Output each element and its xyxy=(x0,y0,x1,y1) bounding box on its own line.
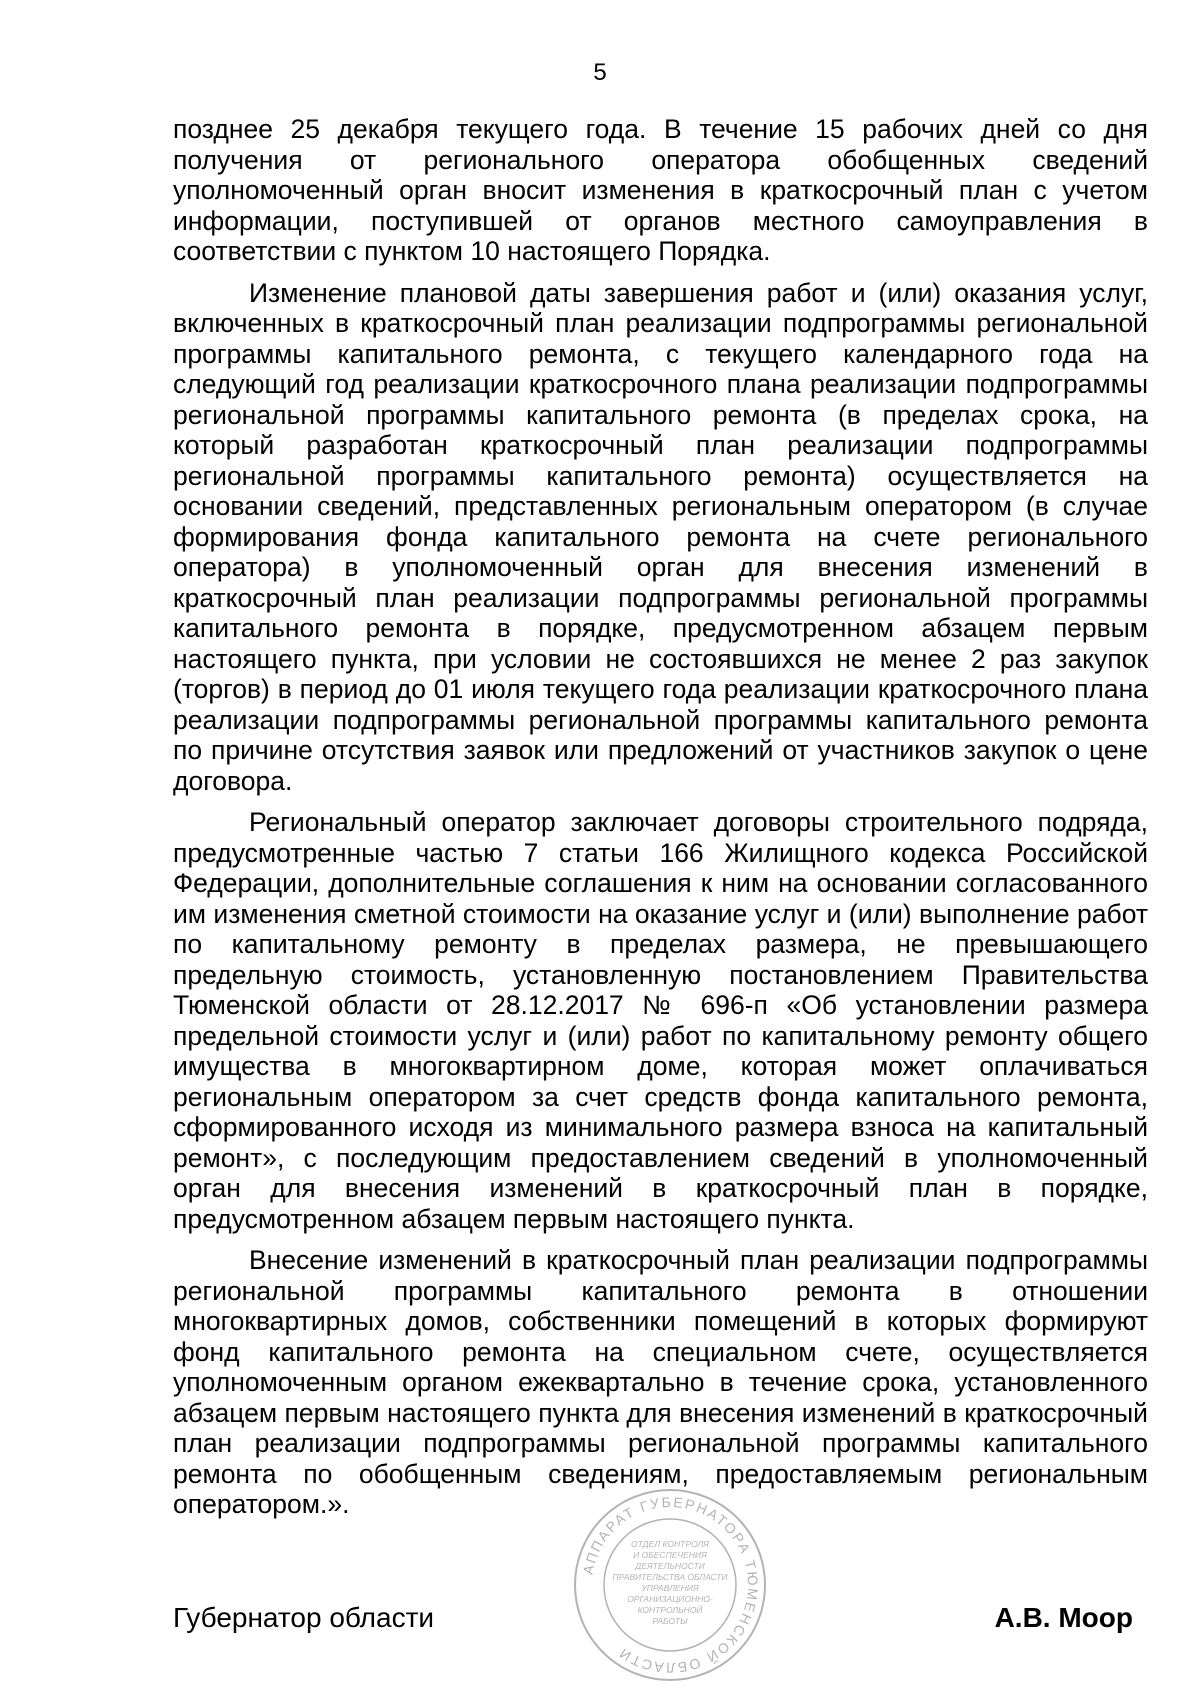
svg-text:АППАРАТ ГУБЕРНАТОРА ТЮМЕНСКОЙ: АППАРАТ ГУБЕРНАТОРА ТЮМЕНСКОЙ ОБЛАСТИ xyxy=(579,1493,762,1677)
paragraph-4: Внесение изменений в краткосрочный план реализации подпрограммы региональной программы капитального ремонта в отношении многоквартирных домов, собственники помещений в которых формируют фонд капитального ремонта на специальном счете, осуществляется уполномоченным органом ежеквартально в течение срока, установленного абзацем первым настоящего пункта для внесения изменений в краткосрочный план реализации подпрограммы региональной программы капитального ремонта по обобщенным сведениям, предоставляемым региональным оператором.». xyxy=(173,1245,1148,1519)
stamp-inner-line: И ОБЕСПЕЧЕНИЯ xyxy=(633,1550,707,1560)
official-seal-stamp xyxy=(570,1485,770,1685)
page-number: 5 xyxy=(593,59,607,86)
paragraph-3: Региональный оператор заключает договоры строительного подряда, предусмотренные частью 7 статьи 166 Жилищного кодекса Российской Федерации, дополнительные соглашения к ним на основании согласованного им изменения сметной стоимости на оказание услуг и (или) выполнение работ по капитальному ремонту в пределах размера, не превышающего предельную стоимость, установленную постановлением Правительства Тюменской области от 28.12.2017 № 696-п «Об установлении размера предельной стоимости услуг и (или) работ по капитальному ремонту общего имущества в многоквартирном доме, которая может оплачиваться региональным оператором за счет средств фонда капитального ремонта, сформированного исходя из минимального размера взноса на капитальный ремонт», с последующим предоставлением сведений в уполномоченный орган для внесения изменений в краткосрочный план в порядке, предусмотренном абзацем первым настоящего пункта. xyxy=(173,807,1148,1234)
stamp-inner-line: ОТДЕЛ КОНТРОЛЯ xyxy=(631,1539,709,1549)
document-body xyxy=(173,114,1148,1531)
stamp-inner-line: ОРГАНИЗАЦИОННО- xyxy=(627,1594,713,1604)
stamp-inner-line: УПРАВЛЕНИЯ xyxy=(641,1583,699,1593)
signer-name: А.В. Моор xyxy=(994,1602,1133,1633)
signature-block xyxy=(173,1600,1133,1640)
stamp-inner-line: ДЕЯТЕЛЬНОСТИ xyxy=(635,1561,705,1571)
signer-title: Губернатор области xyxy=(173,1602,435,1633)
paragraph-2: Изменение плановой даты завершения работ и (или) оказания услуг, включенных в краткосрочный план реализации подпрограммы региональной программы капитального ремонта, с текущего календарного года на следующий год реализации краткосрочного плана реализации подпрограммы региональной программы капитального ремонта (в пределах срока, на который разработан краткосрочный план реализации подпрограммы региональной программы капитального ремонта) осуществляется на основании сведений, представленных региональным оператором (в случае формирования фонда капитального ремонта на счете регионального оператора) в уполномоченный орган для внесения изменений в краткосрочный план реализации подпрограммы региональной программы капитального ремонта в порядке, предусмотренном абзацем первым настоящего пункта, при условии не состоявшихся не менее 2 раз закупок (торгов) в период до 01 июля текущего года реализации краткосрочного плана реализации подпрограммы региональной программы капитального ремонта по причине отсутствия заявок или предложений от участников закупок о цене договора. xyxy=(173,277,1148,796)
paragraph-1: позднее 25 декабря текущего года. В течение 15 рабочих дней со дня получения от регионального оператора обобщенных сведений уполномоченный орган вносит изменения в краткосрочный план с учетом информации, поступившей от органов местного самоуправления в соответствии с пунктом 10 настоящего Порядка. xyxy=(173,114,1148,266)
stamp-inner-line: РАБОТЫ xyxy=(652,1616,688,1626)
stamp-inner-line: ПРАВИТЕЛЬСТВА ОБЛАСТИ xyxy=(612,1572,728,1582)
stamp-inner-line: КОНТРОЛЬНОЙ xyxy=(637,1605,703,1615)
